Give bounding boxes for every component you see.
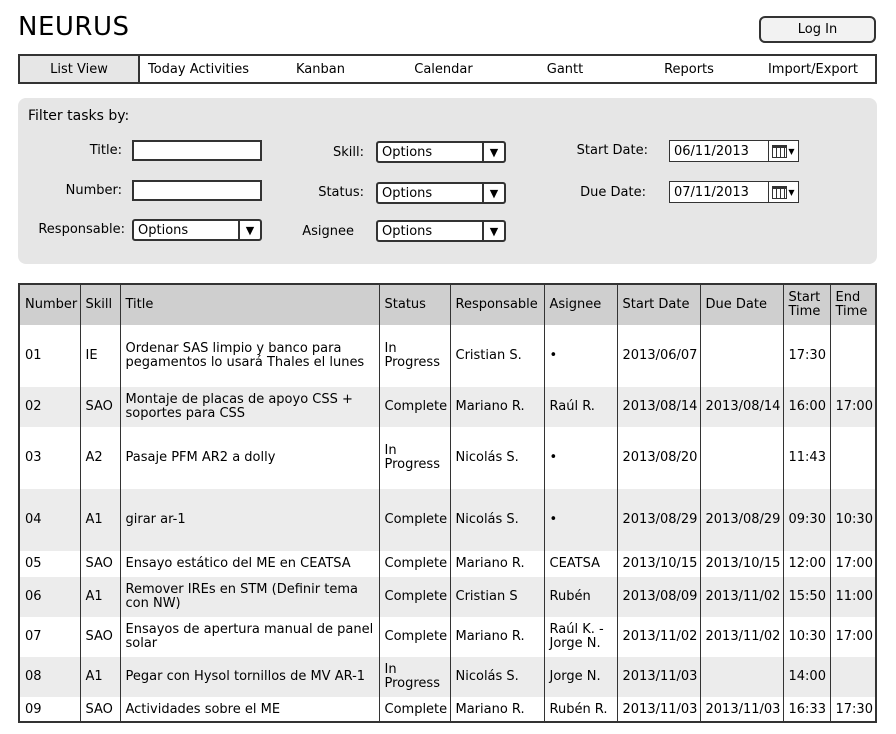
- table-cell: In Progress: [379, 657, 450, 697]
- table-cell: 2013/10/15: [700, 551, 783, 577]
- table-cell: Complete: [379, 551, 450, 577]
- table-cell: 11:43: [783, 427, 830, 489]
- login-button[interactable]: Log In: [759, 16, 876, 43]
- table-row[interactable]: [20, 325, 877, 387]
- table-cell: 11:00: [830, 577, 877, 617]
- table-cell: In Progress: [379, 427, 450, 489]
- column-header[interactable]: Number: [25, 297, 78, 312]
- table-cell: 08: [25, 669, 42, 684]
- title-input[interactable]: [132, 140, 262, 161]
- responsable-label: Responsable:: [38, 222, 125, 237]
- table-cell: Complete: [379, 577, 450, 617]
- tab-calendar[interactable]: Calendar: [414, 61, 473, 77]
- table-cell: 01: [25, 348, 42, 363]
- status-label: Status:: [318, 185, 364, 200]
- table-cell: A1: [80, 657, 120, 697]
- responsable-select[interactable]: [132, 219, 262, 241]
- table-cell: Mariano R.: [450, 387, 544, 427]
- table-cell: Complete: [379, 387, 450, 427]
- table-cell: In Progress: [379, 325, 450, 387]
- table-cell: 2013/11/02: [700, 577, 783, 617]
- table-cell: 10:30: [783, 617, 830, 657]
- column-header[interactable]: Asignee: [544, 285, 617, 325]
- due-date-value: 07/11/2013: [674, 184, 749, 200]
- table-cell: 04: [25, 512, 42, 527]
- tab-gantt[interactable]: Gantt: [546, 61, 584, 77]
- table-cell: girar ar-1: [120, 489, 379, 551]
- table-cell: Pasaje PFM AR2 a dolly: [120, 427, 379, 489]
- table-cell: Actividades sobre el ME: [120, 697, 379, 723]
- skill-value: Options: [382, 144, 433, 160]
- column-header[interactable]: Skill: [80, 285, 120, 325]
- column-header[interactable]: Start Date: [617, 285, 700, 325]
- table-cell: Remover IREs en STM (Definir tema con NW): [120, 577, 379, 617]
- table-cell: 10:30: [830, 489, 877, 551]
- table-cell: Raúl R.: [544, 387, 617, 427]
- table-cell: A1: [80, 577, 120, 617]
- table-cell: CEATSA: [544, 551, 617, 577]
- table-cell: 06: [25, 589, 42, 604]
- calendar-icon[interactable]: ▼: [768, 182, 798, 202]
- tab-today-activities[interactable]: Today Activities: [147, 61, 250, 77]
- table-cell: 2013/08/14: [617, 387, 700, 427]
- table-cell: 09: [25, 702, 42, 717]
- calendar-icon[interactable]: ▼: [768, 141, 798, 161]
- table-cell: Mariano R.: [450, 551, 544, 577]
- table-row[interactable]: [20, 489, 877, 551]
- table-cell: 2013/11/03: [617, 657, 700, 697]
- table-cell: [700, 657, 783, 697]
- table-cell: Rubén R.: [544, 697, 617, 723]
- due-date-label: Due Date:: [580, 185, 646, 200]
- dropdown-arrow-icon: ▼: [482, 222, 504, 240]
- column-header[interactable]: End Time: [830, 285, 877, 325]
- tab-kanban[interactable]: Kanban: [296, 61, 345, 77]
- table-cell: Nicolás S.: [450, 657, 544, 697]
- table-cell: Cristian S.: [450, 325, 544, 387]
- table-row[interactable]: [20, 617, 877, 657]
- skill-select[interactable]: [376, 141, 506, 163]
- table-cell: 2013/11/03: [700, 697, 783, 723]
- table-cell: 16:00: [783, 387, 830, 427]
- table-cell: 02: [25, 399, 42, 414]
- dropdown-arrow-icon: ▼: [238, 221, 260, 239]
- title-label: Title:: [89, 143, 122, 158]
- column-header[interactable]: Start Time: [783, 285, 830, 325]
- table-cell: 2013/10/15: [617, 551, 700, 577]
- tab-list-view[interactable]: List View: [20, 56, 140, 82]
- table-cell: IE: [80, 325, 120, 387]
- table-cell: Complete: [379, 489, 450, 551]
- dropdown-arrow-icon: ▼: [482, 143, 504, 161]
- table-cell: 2013/08/09: [617, 577, 700, 617]
- tab-import-export[interactable]: Import/Export: [767, 61, 859, 77]
- table-cell: Rubén: [544, 577, 617, 617]
- table-cell: SAO: [80, 551, 120, 577]
- table-row[interactable]: [20, 657, 877, 697]
- number-input[interactable]: [132, 180, 262, 201]
- due-date-input[interactable]: [669, 181, 799, 203]
- status-value: Options: [382, 185, 433, 201]
- table-cell: •: [544, 325, 617, 387]
- start-date-label: Start Date:: [576, 143, 648, 158]
- table-cell: Ensayos de apertura manual de panel solar: [120, 617, 379, 657]
- start-date-value: 06/11/2013: [674, 143, 749, 159]
- table-cell: 15:50: [783, 577, 830, 617]
- start-date-input[interactable]: [669, 140, 799, 162]
- column-header[interactable]: Status: [379, 285, 450, 325]
- table-row[interactable]: [20, 551, 877, 577]
- table-cell: Jorge N.: [544, 657, 617, 697]
- table-cell: Cristian S: [450, 577, 544, 617]
- table-cell: 2013/11/02: [617, 617, 700, 657]
- table-cell: A2: [80, 427, 120, 489]
- table-cell: Ensayo estático del ME en CEATSA: [120, 551, 379, 577]
- table-cell: [830, 325, 877, 387]
- table-cell: 2013/08/20: [617, 427, 700, 489]
- table-cell: 17:30: [830, 697, 877, 723]
- table-cell: Montaje de placas de apoyo CSS + soportes para CSS: [120, 387, 379, 427]
- table-cell: Mariano R.: [450, 617, 544, 657]
- task-table: [18, 283, 877, 723]
- table-cell: 17:00: [830, 617, 877, 657]
- skill-label: Skill:: [333, 145, 364, 160]
- table-cell: 2013/08/14: [700, 387, 783, 427]
- table-row[interactable]: [20, 697, 877, 723]
- table-row[interactable]: [20, 387, 877, 427]
- table-row[interactable]: [20, 577, 877, 617]
- table-cell: [830, 657, 877, 697]
- tab-reports[interactable]: Reports: [664, 61, 714, 77]
- table-cell: Complete: [379, 697, 450, 723]
- asignee-label: Asignee: [302, 224, 354, 239]
- filter-heading: Filter tasks by:: [28, 108, 130, 124]
- column-header[interactable]: Due Date: [700, 285, 783, 325]
- table-cell: Complete: [379, 617, 450, 657]
- table-row[interactable]: [20, 427, 877, 489]
- column-header[interactable]: Responsable: [450, 285, 544, 325]
- status-select[interactable]: [376, 182, 506, 204]
- table-cell: SAO: [80, 697, 120, 723]
- table-cell: •: [544, 427, 617, 489]
- table-cell: 17:00: [830, 551, 877, 577]
- column-header[interactable]: Title: [120, 285, 379, 325]
- table-cell: [700, 427, 783, 489]
- table-cell: 17:00: [830, 387, 877, 427]
- table-cell: 05: [25, 556, 42, 571]
- app-title: NEURUS: [18, 12, 130, 42]
- nav-tabs: [18, 54, 877, 84]
- table-cell: 2013/08/29: [617, 489, 700, 551]
- table-cell: 14:00: [783, 657, 830, 697]
- table-cell: 2013/06/07: [617, 325, 700, 387]
- table-cell: [830, 427, 877, 489]
- asignee-select[interactable]: [376, 220, 506, 242]
- table-cell: 17:30: [783, 325, 830, 387]
- table-cell: 12:00: [783, 551, 830, 577]
- table-cell: SAO: [80, 617, 120, 657]
- table-cell: 16:33: [783, 697, 830, 723]
- filter-panel: [18, 98, 877, 264]
- table-header-row: [20, 285, 877, 325]
- number-label: Number:: [65, 183, 122, 198]
- table-cell: Mariano R.: [450, 697, 544, 723]
- table-cell: Raúl K. - Jorge N.: [544, 617, 617, 657]
- table-cell: 2013/08/29: [700, 489, 783, 551]
- table-cell: A1: [80, 489, 120, 551]
- table-cell: SAO: [80, 387, 120, 427]
- table-cell: •: [544, 489, 617, 551]
- table-cell: Ordenar SAS limpio y banco para pegamentos lo usará Thales el lunes: [120, 325, 379, 387]
- table-cell: 07: [25, 629, 42, 644]
- dropdown-arrow-icon: ▼: [482, 184, 504, 202]
- table-cell: 03: [25, 450, 42, 465]
- table-cell: 2013/11/03: [617, 697, 700, 723]
- table-cell: Pegar con Hysol tornillos de MV AR-1: [120, 657, 379, 697]
- table-cell: Nicolás S.: [450, 427, 544, 489]
- table-cell: Nicolás S.: [450, 489, 544, 551]
- asignee-value: Options: [382, 223, 433, 239]
- table-cell: 09:30: [783, 489, 830, 551]
- responsable-value: Options: [138, 222, 189, 238]
- table-cell: 2013/11/02: [700, 617, 783, 657]
- table-cell: [700, 325, 783, 387]
